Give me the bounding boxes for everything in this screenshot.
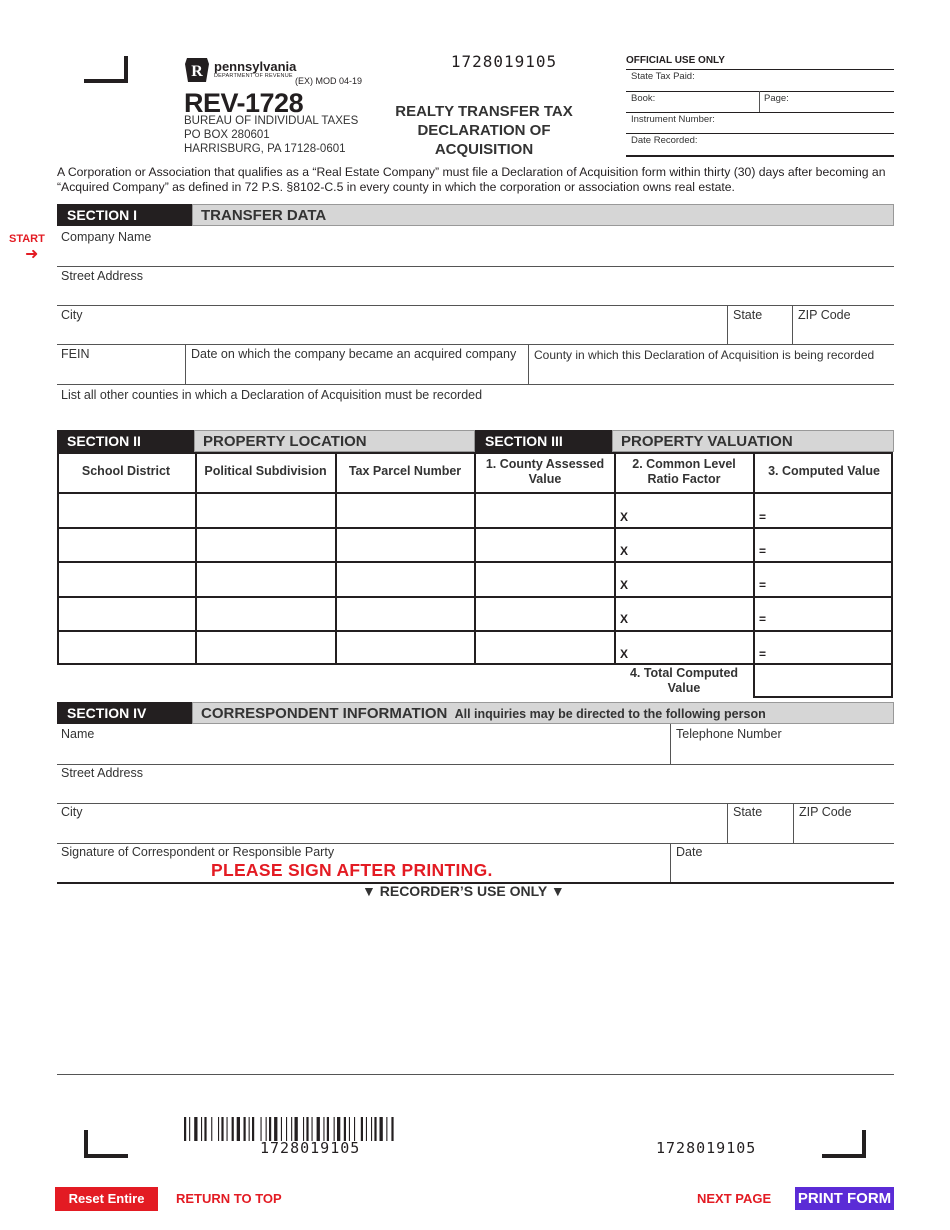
total-computed-value-field[interactable] [753, 664, 893, 698]
col-county-assessed-value: 1. County Assessed Value [485, 457, 605, 486]
correspondent-state-label: State [733, 805, 763, 819]
form-id: REV-1728 [184, 88, 304, 118]
address-line-3: HARRISBURG, PA 17128-0601 [184, 143, 346, 155]
registration-mark-bottom-left [84, 1130, 128, 1158]
logo-state-name: pennsylvania [214, 59, 297, 74]
other-counties-field[interactable] [57, 386, 893, 424]
title-line-1: REALTY TRANSFER TAX [395, 103, 573, 120]
equals-mark: = [759, 647, 767, 661]
correspondent-street-field[interactable] [57, 765, 893, 803]
section-4-title-text: CORRESPONDENT INFORMATION [201, 705, 448, 722]
correspondent-city-field[interactable] [57, 804, 727, 842]
state-tax-paid-label: State Tax Paid: [631, 71, 695, 82]
equals-mark: = [759, 578, 767, 592]
section-4-title [192, 702, 894, 724]
times-mark: X [620, 612, 629, 626]
company-name-label: Company Name [61, 230, 152, 244]
equals-mark: = [759, 612, 767, 626]
times-mark: X [620, 510, 629, 524]
correspondent-zip-label: ZIP Code [799, 805, 852, 819]
col-political-subdivision: Political Subdivision [204, 464, 327, 478]
official-use-rule [626, 91, 894, 92]
equals-mark: = [759, 544, 767, 558]
section-4-subtitle: All inquiries may be directed to the following person [454, 707, 766, 721]
state-label: State [733, 308, 763, 322]
acquired-date-field[interactable] [186, 345, 528, 383]
title-line-3: ACQUISITION [434, 141, 534, 158]
title-line-2: DECLARATION OF [417, 122, 551, 139]
row-rule [57, 630, 893, 632]
signature-label: Signature of Correspondent or Responsible Party [61, 845, 335, 859]
section-3-title: PROPERTY VALUATION [612, 430, 894, 452]
recorders-use-only-label: ▼ RECORDER’S USE ONLY ▼ [362, 883, 565, 899]
start-arrow-icon: ➜ [25, 246, 39, 263]
section-1-label: SECTION I [57, 204, 192, 226]
correspondent-city-label: City [61, 805, 83, 819]
row-rule [57, 596, 893, 598]
field-rule [57, 384, 894, 385]
city-label: City [61, 308, 83, 322]
instrument-number-label: Instrument Number: [631, 114, 715, 125]
zip-label: ZIP Code [798, 308, 851, 322]
start-label: START [9, 233, 45, 245]
section-4-label: SECTION IV [57, 702, 194, 724]
fein-label: FEIN [61, 347, 90, 361]
total-computed-value-label: 4. Total Computed Value [629, 666, 739, 695]
barcode-number: 1728019105 [260, 1139, 361, 1157]
section-2-label: SECTION II [57, 430, 194, 452]
official-use-heading: OFFICIAL USE ONLY [626, 55, 725, 66]
book-label: Book: [631, 93, 656, 104]
column-divider [614, 452, 616, 665]
equals-mark: = [759, 510, 767, 524]
city-field[interactable] [57, 306, 727, 344]
reset-form-button[interactable]: Reset Entire Form [55, 1187, 158, 1211]
official-use-rule [626, 155, 894, 157]
times-mark: X [620, 544, 629, 558]
official-use-rule [626, 112, 894, 113]
col-school-district: School District [81, 464, 171, 478]
times-mark: X [620, 647, 629, 661]
street-address-field[interactable] [57, 267, 893, 305]
col-computed-value: 3. Computed Value [768, 464, 880, 478]
correspondent-zip-field[interactable] [794, 804, 893, 842]
date-recorded-label: Date Recorded: [631, 135, 698, 146]
signature-date-field[interactable] [671, 844, 893, 882]
print-form-button[interactable]: PRINT FORM [795, 1187, 894, 1210]
form-revision: (EX) MOD 04-19 [295, 76, 363, 86]
county-label: County in which this Declaration of Acquisition is being recorded [534, 348, 875, 362]
correspondent-name-field[interactable] [57, 725, 670, 763]
please-sign-notice: PLEASE SIGN AFTER PRINTING. [211, 860, 493, 880]
return-to-top-link[interactable]: RETURN TO TOP [176, 1191, 282, 1206]
state-field[interactable] [728, 306, 792, 344]
form-title [380, 102, 588, 159]
signature-date-label: Date [676, 845, 703, 859]
address-line-2: PO BOX 280601 [184, 129, 270, 141]
street-address-label: Street Address [61, 269, 143, 283]
form-number-bottom: 1728019105 [656, 1139, 757, 1157]
address-line-1: BUREAU OF INDIVIDUAL TAXES [184, 115, 359, 127]
section-1-title: TRANSFER DATA [192, 204, 894, 226]
telephone-field[interactable] [671, 725, 893, 763]
column-divider [335, 452, 337, 665]
zip-field[interactable] [793, 306, 893, 344]
fein-field[interactable] [57, 345, 185, 383]
registration-mark-top-left [84, 56, 128, 83]
row-rule [57, 527, 893, 529]
times-mark: X [620, 578, 629, 592]
svg-text:R: R [191, 63, 203, 80]
official-use-rule [626, 133, 894, 134]
column-divider [753, 452, 755, 698]
barcode-icon [184, 1117, 448, 1141]
section-2-title: PROPERTY LOCATION [194, 430, 475, 452]
intro-paragraph: A Corporation or Association that qualifies as a “Real Estate Company” must file a Declaration of Acquisition form within thirty (30) days after becoming an “Acquired Company” as defined in 72 P.S. §8102-C.5 in every county in which the corporation or association owns real estate. [57, 165, 886, 194]
row-rule [57, 492, 893, 494]
official-use-divider [759, 91, 760, 113]
acquired-date-label: Date on which the company became an acquired company [191, 347, 517, 361]
form-number-top: 1728019105 [450, 52, 558, 71]
column-divider [474, 452, 476, 665]
page-label: Page: [764, 93, 789, 104]
registration-mark-bottom-right [822, 1130, 866, 1158]
county-field[interactable] [529, 345, 893, 383]
correspondent-state-field[interactable] [728, 804, 793, 842]
next-page-link[interactable]: NEXT PAGE [697, 1191, 772, 1206]
keystone-logo-icon [184, 56, 210, 84]
recorder-area-rule [57, 1074, 894, 1075]
telephone-label: Telephone Number [676, 727, 782, 741]
correspondent-name-label: Name [61, 727, 95, 741]
col-tax-parcel-number: Tax Parcel Number [348, 464, 462, 478]
logo-department: DEPARTMENT OF REVENUE [214, 73, 293, 79]
col-common-level-ratio: 2. Common Level Ratio Factor [632, 457, 736, 486]
official-use-rule [626, 69, 894, 70]
column-divider [195, 452, 197, 665]
other-counties-label: List all other counties in which a Declaration of Acquisition must be recorded [61, 388, 483, 402]
correspondent-street-label: Street Address [61, 766, 143, 780]
row-rule [57, 561, 893, 563]
section-3-label: SECTION III [475, 430, 612, 452]
company-name-field[interactable] [57, 228, 893, 266]
